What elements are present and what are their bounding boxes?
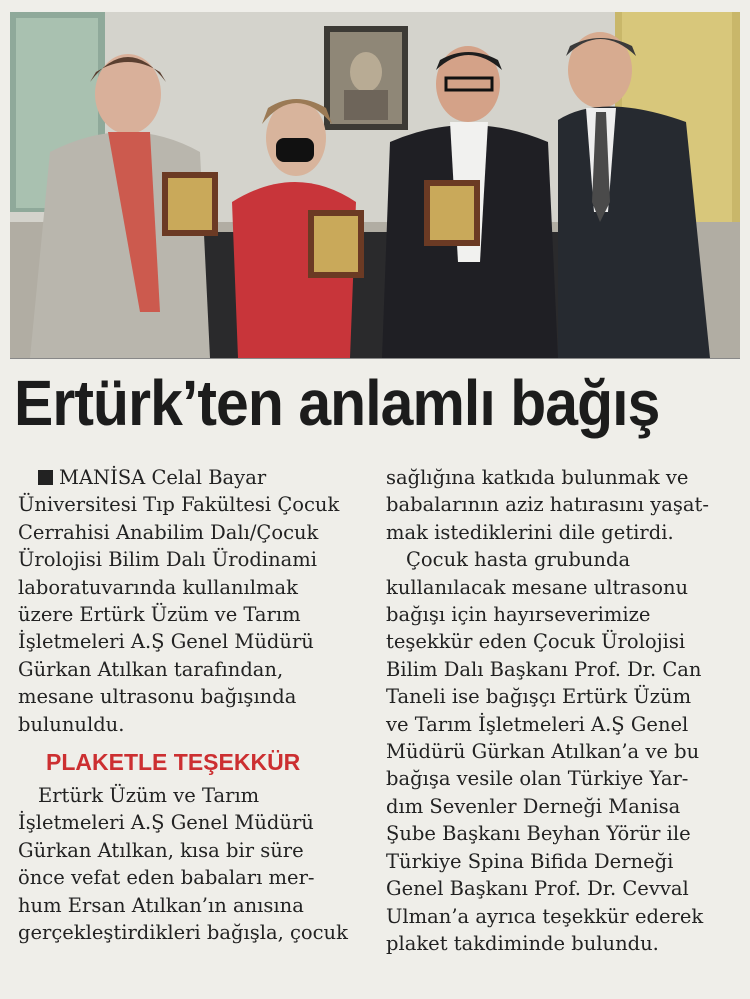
text-line: bağışa vesile olan Türkiye Yar- (386, 767, 689, 791)
text-line: plaket takdiminde bulundu. (386, 931, 659, 955)
news-photo (10, 12, 740, 359)
text-line (18, 464, 370, 491)
text-line: önce vefat eden babaları mer- (18, 866, 315, 890)
text-line: Çocuk hasta grubunda (406, 548, 631, 572)
headline: Ertürk’ten anlamlı bağış (14, 367, 660, 439)
text-line: Genel Başkanı Prof. Dr. Cevval (386, 877, 689, 901)
text-line: Gürkan Atılkan tarafından, (18, 657, 284, 681)
text-line: Müdürü Gürkan Atılkan’a ve bu (386, 740, 700, 764)
text-line-segment: Celal Bayar (145, 466, 267, 489)
third-paragraph (386, 546, 738, 957)
text-line: ve Tarım İşletmeleri A.Ş Genel (386, 712, 689, 736)
text-line: İşletmeleri A.Ş Genel Müdürü (18, 811, 314, 835)
text-line: sağlığına katkıda bulunmak ve (386, 466, 689, 489)
text-line: Ertürk Üzüm ve Tarım (38, 784, 260, 808)
text-line: mak istediklerini dile getirdi. (386, 520, 674, 544)
text-line: İşletmeleri A.Ş Genel Müdürü (18, 630, 314, 654)
text-line: babalarının aziz hatırasını yaşat- (386, 493, 709, 517)
text-line: gerçekleştirdikleri bağışla, çocuk (18, 921, 348, 945)
text-line: mesane ultrasonu bağışında (18, 685, 297, 709)
lead-paragraph (18, 464, 370, 738)
second-paragraph (18, 782, 370, 946)
text-line: Türkiye Spina Bifida Derneği (386, 849, 674, 873)
text-line: Bilim Dalı Başkanı Prof. Dr. Can (386, 657, 702, 681)
text-line: bulunuldu. (18, 712, 125, 736)
text-line: Üniversitesi Tıp Fakültesi Çocuk (18, 493, 340, 517)
text-line: bağışı için hayırseverimize (386, 603, 651, 627)
text-line: Ulman’a ayrıca teşekkür ederek (386, 904, 704, 928)
text-line: hum Ersan Atılkan’ın anısına (18, 893, 304, 917)
article-column-right (386, 464, 738, 957)
text-line: Ürolojisi Bilim Dalı Ürodinami (18, 548, 317, 572)
text-line: teşekkür eden Çocuk Ürolojisi (386, 630, 686, 654)
text-line: Taneli ise bağışçı Ertürk Üzüm (386, 685, 692, 709)
bullet-square-icon (38, 470, 53, 485)
continued-paragraph (386, 464, 738, 546)
text-line: üzere Ertürk Üzüm ve Tarım (18, 603, 301, 627)
article-column-left (18, 464, 370, 947)
dateline: MANİSA (59, 466, 146, 489)
text-line: Cerrahisi Anabilim Dalı/Çocuk (18, 520, 319, 544)
text-line: kullanılacak mesane ultrasonu (386, 575, 689, 599)
photo-illustration (10, 12, 740, 358)
text-line: Şube Başkanı Beyhan Yörür ile (386, 822, 691, 846)
text-line: dım Sevenler Derneği Manisa (386, 794, 681, 818)
text-line: Gürkan Atılkan, kısa bir süre (18, 838, 304, 862)
text-line: laboratuvarında kullanılmak (18, 575, 298, 599)
subheading: PLAKETLE TEŞEKKÜR (46, 749, 301, 776)
